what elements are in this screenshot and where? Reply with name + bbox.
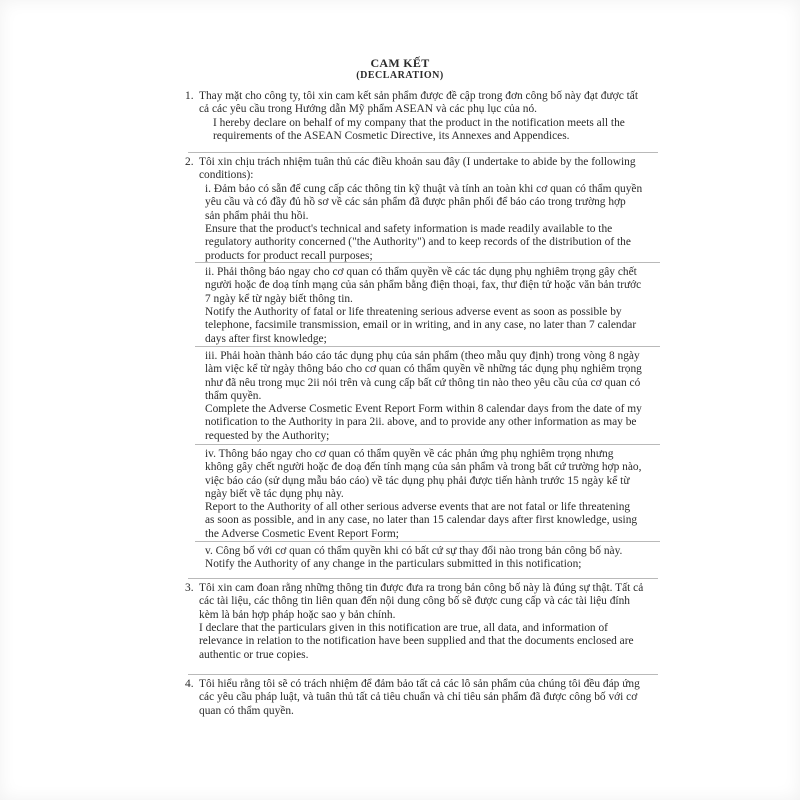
text-line: không gây chết người hoặc đe doạ đến tính mạng của sản phẩm và trong bất cứ trường hợp nào, <box>205 461 642 474</box>
text-line: notification to the Authority in para 2ii. above, and to provide any other information as may be <box>205 416 637 429</box>
text-line: products for product recall purposes; <box>205 249 373 262</box>
text-line: ngày biết về tác dụng phụ này. <box>205 488 344 501</box>
document-title: CAM KẾT <box>370 56 430 70</box>
section-3-vi <box>199 582 643 622</box>
text-line: i. Đảm bảo có sẵn để cung cấp các thông tin kỹ thuật và tính an toàn khi cơ quan có thẩm quyền <box>205 183 643 195</box>
text-line: requested by the Authority; <box>205 429 330 442</box>
divider <box>188 578 658 579</box>
text-line: cả các yêu cầu trong Hướng dẫn Mỹ phẩm ASEAN và các phụ lục của nó. <box>199 103 537 116</box>
text-line: days after first knowledge; <box>205 332 327 345</box>
section-2-intro <box>199 156 636 183</box>
text-line: các yêu cầu pháp luật, và tuân thủ tất cả tiêu chuẩn và chỉ tiêu sản phẩm đã được công bố với cơ <box>199 691 638 704</box>
text-line: Tôi xin chịu trách nhiệm tuân thủ các điều khoản sau đây (I undertake to abide by the following <box>199 156 636 168</box>
text-line: the Adverse Cosmetic Event Report Form; <box>205 527 399 540</box>
section-4-number: 4. <box>185 678 194 690</box>
divider <box>195 262 660 263</box>
text-line: 7 ngày kể từ ngày biết thông tin. <box>205 292 353 305</box>
section-2-number: 2. <box>185 156 194 168</box>
clause-v-vi <box>205 545 622 558</box>
divider <box>195 444 660 445</box>
clause-iii-en <box>205 403 642 443</box>
text-line: authentic or true copies. <box>199 648 309 661</box>
text-line: v. Công bố với cơ quan có thẩm quyền khi có bất cứ sự thay đổi nào trong bản công bố này. <box>205 545 623 557</box>
text-line: thẩm quyền. <box>205 390 262 403</box>
text-line: sản phẩm phải thu hồi. <box>205 209 309 222</box>
text-line: Tôi hiểu rằng tôi sẽ có trách nhiệm để đảm bảo tất cả các lô sản phẩm của chúng tôi đều đáp ứng <box>199 678 640 690</box>
text-line: telephone, facsimile transmission, email or in writing, and in any case, no later than 7 calendar <box>205 319 637 332</box>
text-line: Report to the Authority of all other serious adverse events that are not fatal or life threatening <box>205 501 631 513</box>
text-line: làm việc kể từ ngày thông báo cho cơ quan có thẩm quyền về những tác dụng phụ nghiêm trọng <box>205 363 642 376</box>
text-line: ii. Phải thông báo ngay cho cơ quan có thẩm quyền về các tác dụng phụ nghiêm trọng gây chết <box>205 266 637 278</box>
text-line: regulatory authority concerned ("the Authority") and to keep records of the distribution of the <box>205 236 631 249</box>
text-line: I hereby declare on behalf of my company that the product in the notification meets all the <box>213 117 625 129</box>
clause-iv-vi <box>205 448 641 502</box>
section-1-en <box>213 117 625 144</box>
text-line: Ensure that the product's technical and safety information is made readily available to the <box>205 223 613 235</box>
section-3-number: 3. <box>185 582 194 594</box>
text-line: Tôi xin cam đoan rằng những thông tin được đưa ra trong bản công bố này là đúng sự thật. Tất cả <box>199 582 644 594</box>
section-1-number: 1. <box>185 90 194 102</box>
text-line: Notify the Authority of any change in the particulars submitted in this notification; <box>205 558 582 570</box>
text-line: iv. Thông báo ngay cho cơ quan có thẩm quyền về các phản ứng phụ nghiêm trọng nhưng <box>205 448 614 460</box>
divider <box>188 674 658 675</box>
text-line: Thay mặt cho công ty, tôi xin cam kết sản phẩm được đề cập trong đơn công bố này đạt được tất <box>199 90 638 102</box>
text-line: requirements of the ASEAN Cosmetic Directive, its Annexes and Appendices. <box>213 130 570 143</box>
text-line: kèm là bản hợp pháp hoặc sao y bản chính. <box>199 608 396 621</box>
text-line: conditions): <box>199 169 254 182</box>
text-line: yêu cầu và có đầy đủ hồ sơ về các sản phẩm đã được phân phối để báo cáo trong trường hợp <box>205 196 626 209</box>
divider <box>188 152 658 153</box>
section-1-vi <box>199 90 638 117</box>
text-line: như đã nêu trong mục 2ii nói trên và cung cấp bất cứ thông tin nào theo yêu cầu của cơ quan có <box>205 376 641 389</box>
document-subtitle: (DECLARATION) <box>356 70 444 81</box>
text-line: Notify the Authority of fatal or life threatening serious adverse event as soon as possible by <box>205 306 622 318</box>
section-4-vi <box>199 678 640 718</box>
clause-iv-en <box>205 501 637 541</box>
clause-iii-vi <box>205 350 642 404</box>
text-line: Complete the Adverse Cosmetic Event Report Form within 8 calendar days from the date of my <box>205 403 642 415</box>
text-line: I declare that the particulars given in this notification are true, all data, and information of <box>199 622 608 634</box>
clause-ii-vi <box>205 266 641 306</box>
section-3-en <box>199 622 634 662</box>
clause-v-en <box>205 558 581 571</box>
text-line: relevance in relation to the notification have been supplied and that the documents enclosed are <box>199 635 634 648</box>
text-line: các tài liệu, các thông tin liên quan đến nội dung công bố sẽ được cung cấp và các tài liệu đính <box>199 595 630 608</box>
divider <box>195 541 660 542</box>
clause-i-en <box>205 223 631 263</box>
text-line: quan có thẩm quyền. <box>199 704 294 717</box>
clause-ii-en <box>205 306 636 346</box>
divider <box>195 346 660 347</box>
clause-i-vi <box>205 183 642 223</box>
text-line: việc báo cáo (sử dụng mẫu báo cáo) về tác dụng phụ phải được tiến hành trước 15 ngày kể từ <box>205 474 630 487</box>
text-line: iii. Phải hoàn thành báo cáo tác dụng phụ của sản phẩm (theo mẫu quy định) trong vòng 8 ngày <box>205 350 640 362</box>
text-line: as soon as possible, and in any case, no later than 15 calendar days after first knowledge, using <box>205 514 638 527</box>
text-line: người hoặc đe doạ tính mạng của sản phẩm bằng điện thoại, fax, thư điện tử hoặc văn bản trước <box>205 279 642 292</box>
